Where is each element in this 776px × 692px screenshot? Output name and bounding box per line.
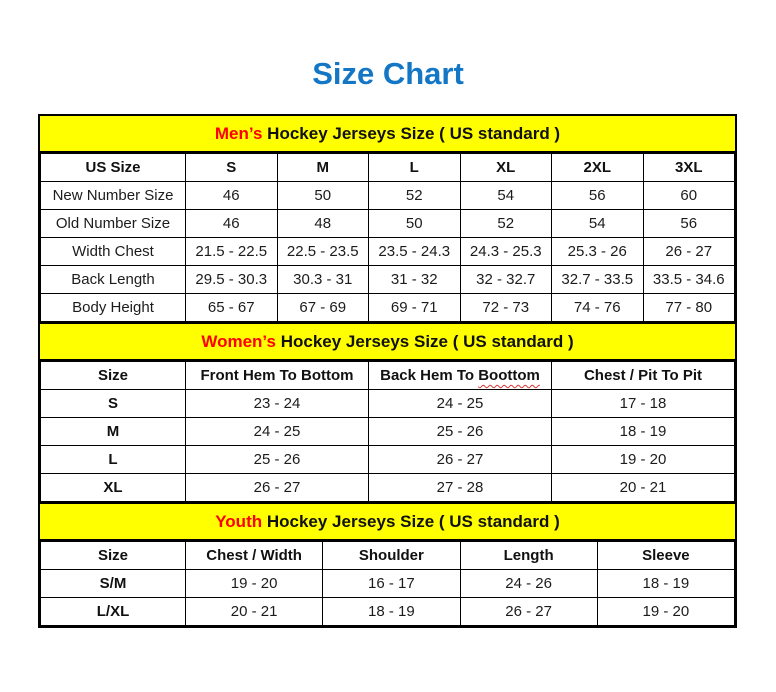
men-col-xl: XL (460, 154, 552, 182)
women-header-row (41, 362, 735, 390)
row-label: Width Chest (41, 238, 186, 266)
men-col-l: L (369, 154, 461, 182)
cell: 72 - 73 (460, 294, 552, 322)
row-label: M (41, 418, 186, 446)
row-label: L/XL (41, 598, 186, 626)
cell: 27 - 28 (369, 474, 552, 502)
table-row (41, 294, 735, 322)
cell: 26 - 27 (460, 598, 597, 626)
cell: 31 - 32 (369, 266, 461, 294)
cell: 48 (277, 210, 369, 238)
cell: 50 (277, 182, 369, 210)
row-label: Body Height (41, 294, 186, 322)
youth-section-title-rest: Hockey Jerseys Size ( US standard ) (266, 512, 560, 531)
women-section-title-rest: Hockey Jerseys Size ( US standard ) (280, 332, 574, 351)
cell: 26 - 27 (186, 474, 369, 502)
cell: 19 - 20 (597, 598, 734, 626)
cell: 46 (186, 210, 278, 238)
cell: 26 - 27 (643, 238, 735, 266)
youth-col-size: Size (41, 542, 186, 570)
men-col-2xl: 2XL (552, 154, 644, 182)
cell: 74 - 76 (552, 294, 644, 322)
cell: 24 - 25 (186, 418, 369, 446)
cell: 19 - 20 (552, 446, 735, 474)
cell: 20 - 21 (186, 598, 323, 626)
men-header-row (41, 154, 735, 182)
men-col-m: M (277, 154, 369, 182)
cell: 33.5 - 34.6 (643, 266, 735, 294)
page-title: Size Chart (312, 56, 464, 91)
table-row (41, 570, 735, 598)
men-col-us-size: US Size (41, 154, 186, 182)
cell: 20 - 21 (552, 474, 735, 502)
table-row (41, 418, 735, 446)
cell: 25 - 26 (369, 418, 552, 446)
cell: 46 (186, 182, 278, 210)
cell: 77 - 80 (643, 294, 735, 322)
cell: 25.3 - 26 (552, 238, 644, 266)
cell: 54 (552, 210, 644, 238)
cell: 18 - 19 (552, 418, 735, 446)
women-col-size: Size (41, 362, 186, 390)
size-chart-container (38, 114, 737, 628)
men-section-title-rest: Hockey Jerseys Size ( US standard ) (267, 124, 561, 143)
cell: 19 - 20 (186, 570, 323, 598)
cell: 21.5 - 22.5 (186, 238, 278, 266)
cell: 18 - 19 (323, 598, 460, 626)
row-label: New Number Size (41, 182, 186, 210)
youth-section-highlight: Youth (215, 512, 263, 531)
cell: 65 - 67 (186, 294, 278, 322)
cell: 24 - 26 (460, 570, 597, 598)
cell: 50 (369, 210, 461, 238)
cell: 60 (643, 182, 735, 210)
table-row (41, 598, 735, 626)
row-label: S (41, 390, 186, 418)
youth-col-length: Length (460, 542, 597, 570)
cell: 52 (369, 182, 461, 210)
row-label: L (41, 446, 186, 474)
cell: 26 - 27 (369, 446, 552, 474)
row-label: Back Length (41, 266, 186, 294)
men-section-highlight: Men’s (214, 124, 263, 143)
cell: 22.5 - 23.5 (277, 238, 369, 266)
women-col-chest: Chest / Pit To Pit (552, 362, 735, 390)
row-label: XL (41, 474, 186, 502)
cell: 25 - 26 (186, 446, 369, 474)
cell: 32 - 32.7 (460, 266, 552, 294)
cell: 29.5 - 30.3 (186, 266, 278, 294)
table-row (41, 238, 735, 266)
table-row (41, 266, 735, 294)
women-section-highlight: Women’s (201, 332, 276, 351)
youth-col-chest: Chest / Width (186, 542, 323, 570)
table-row (41, 210, 735, 238)
table-row (41, 182, 735, 210)
men-size-table (40, 153, 735, 322)
cell: 67 - 69 (277, 294, 369, 322)
women-col-back-hem-misspelled-word: Boottom (478, 367, 540, 384)
table-row (41, 446, 735, 474)
row-label: S/M (41, 570, 186, 598)
cell: 24.3 - 25.3 (460, 238, 552, 266)
cell: 23 - 24 (186, 390, 369, 418)
cell: 32.7 - 33.5 (552, 266, 644, 294)
table-row (41, 390, 735, 418)
cell: 56 (643, 210, 735, 238)
row-label: Old Number Size (41, 210, 186, 238)
youth-col-shoulder: Shoulder (323, 542, 460, 570)
cell: 69 - 71 (369, 294, 461, 322)
cell: 17 - 18 (552, 390, 735, 418)
youth-header-row (41, 542, 735, 570)
cell: 23.5 - 24.3 (369, 238, 461, 266)
cell: 18 - 19 (597, 570, 734, 598)
women-col-front-hem: Front Hem To Bottom (186, 362, 369, 390)
cell: 16 - 17 (323, 570, 460, 598)
table-row (41, 474, 735, 502)
women-size-table (40, 361, 735, 502)
men-col-3xl: 3XL (643, 154, 735, 182)
cell: 30.3 - 31 (277, 266, 369, 294)
youth-section-header (40, 502, 735, 541)
men-col-s: S (186, 154, 278, 182)
men-section-header (40, 116, 735, 153)
cell: 52 (460, 210, 552, 238)
women-col-back-hem (369, 362, 552, 390)
women-section-header (40, 322, 735, 361)
women-col-back-hem-prefix: Back Hem To (380, 367, 475, 384)
cell: 24 - 25 (369, 390, 552, 418)
youth-size-table (40, 541, 735, 626)
youth-col-sleeve: Sleeve (597, 542, 734, 570)
cell: 56 (552, 182, 644, 210)
cell: 54 (460, 182, 552, 210)
